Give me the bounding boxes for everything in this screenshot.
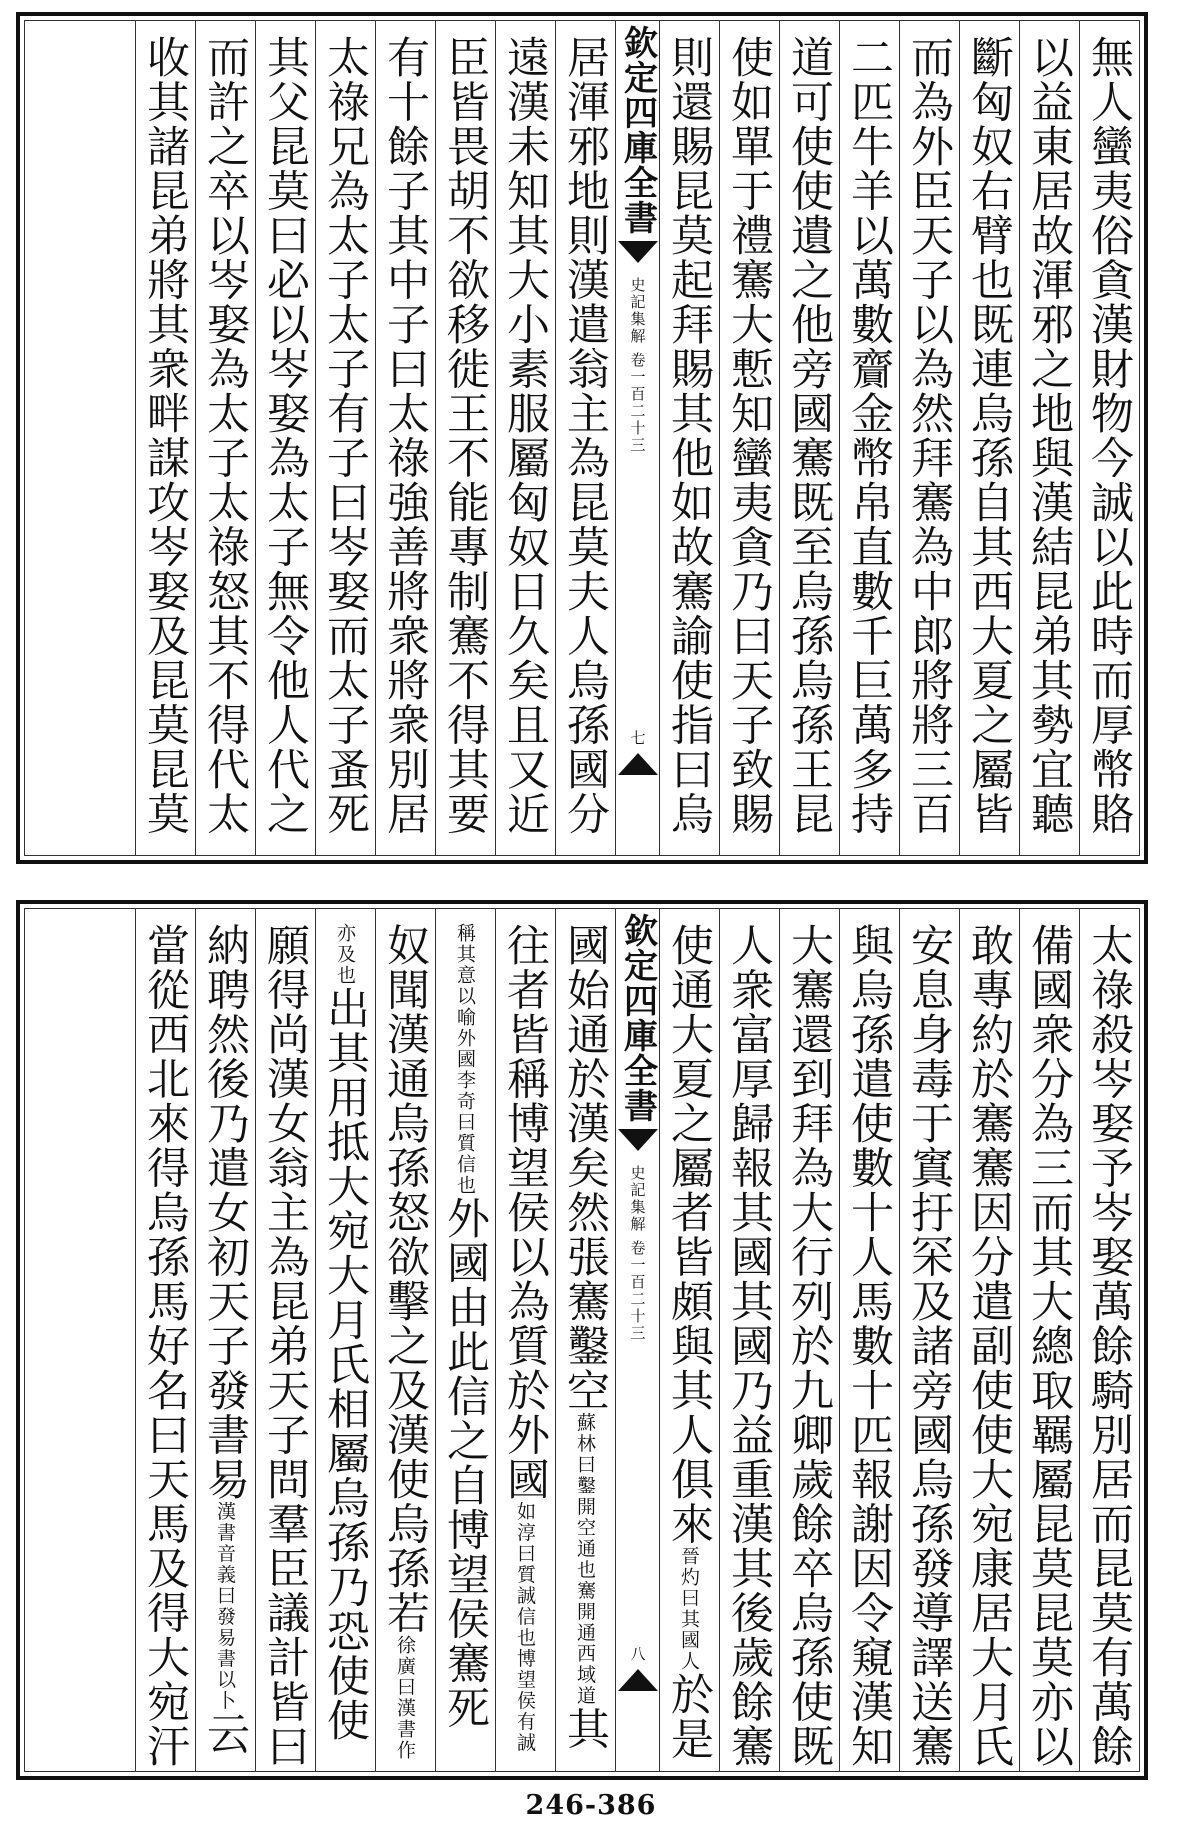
column-text: 安息身毒于窴扜罙及諸旁國烏孫發導譯送騫 bbox=[904, 923, 954, 1769]
fishtail-mark-icon bbox=[618, 241, 658, 263]
text-column bbox=[959, 21, 1019, 855]
column-text: 而為外臣天子以為然拜騫為中郎將將三百 bbox=[904, 35, 954, 836]
text-column bbox=[555, 21, 615, 855]
text-column bbox=[495, 21, 555, 855]
column-text: 遠漢未知其大小素服屬匈奴日久矣且又近 bbox=[500, 35, 550, 836]
text-column bbox=[719, 21, 779, 855]
center-fold-margin bbox=[615, 909, 659, 1771]
text-column bbox=[779, 909, 839, 1771]
text-column bbox=[255, 21, 315, 855]
text-column bbox=[255, 909, 315, 1771]
upper-page bbox=[16, 12, 1148, 864]
lower-fishtail-mark-icon bbox=[618, 1669, 658, 1691]
column-text: 則還賜昆莫起拜賜其他如故騫諭使指曰烏 bbox=[664, 35, 714, 836]
text-column bbox=[779, 21, 839, 855]
column-text-continued: 其 bbox=[560, 1706, 610, 1751]
text-column bbox=[839, 21, 899, 855]
commentary-note: 稱其意以喻外國李奇曰質信也 bbox=[454, 923, 476, 1196]
text-column bbox=[1079, 21, 1139, 855]
text-column bbox=[659, 909, 719, 1771]
column-text: 二匹牛羊以萬數齎金幣帛直數千巨萬多持 bbox=[844, 35, 894, 836]
text-column bbox=[435, 909, 495, 1771]
page-number: 246-386 bbox=[525, 1790, 657, 1821]
commentary-note: 漢書音義曰發易書以卜 bbox=[214, 1501, 236, 1712]
column-text-continued: 於是 bbox=[664, 1672, 714, 1761]
column-text: 當從西北來得烏孫馬好名曰天馬及得大宛汗 bbox=[140, 923, 190, 1769]
text-column bbox=[495, 909, 555, 1771]
collection-title: 欽定四庫全書 bbox=[617, 913, 658, 1123]
column-text: 與烏孫遣使數十人馬數十匹報謝因令窺漢知 bbox=[844, 923, 894, 1769]
text-column bbox=[135, 21, 195, 855]
column-text: 無人蠻夷俗貪漢財物今誠以此時而厚幣賂 bbox=[1084, 35, 1134, 836]
text-column bbox=[375, 909, 435, 1771]
commentary-note: 亦及也 bbox=[334, 923, 356, 986]
folio-number: 七 bbox=[628, 730, 647, 745]
column-text: 敢專約於騫騫因分遣副使使大宛康居大月氏 bbox=[964, 923, 1014, 1769]
text-column bbox=[135, 909, 195, 1771]
column-text: 居渾邪地則漢遣翁主為昆莫夫人烏孫國分 bbox=[560, 35, 610, 836]
text-column bbox=[719, 909, 779, 1771]
column-text: 臣皆畏胡不欲移徙王不能專制騫不得其要 bbox=[440, 35, 490, 836]
column-text-continued: 云 bbox=[200, 1711, 250, 1756]
center-fold-margin bbox=[615, 21, 659, 855]
commentary-note: 如淳曰質誠信也博望侯有誠 bbox=[514, 1501, 536, 1754]
text-column bbox=[435, 21, 495, 855]
column-text: 道可使使遺之他旁國騫既至烏孫烏孫王昆 bbox=[784, 35, 834, 836]
folio-number: 八 bbox=[628, 1646, 647, 1661]
column-text: 大騫還到拜為大行列於九卿歲餘卒烏孫使既 bbox=[784, 923, 834, 1769]
column-text: 國始通於漢矣然張騫鑿空 bbox=[560, 923, 610, 1413]
column-text: 使如單于禮騫大慙知蠻夷貪乃曰天子致賜 bbox=[724, 35, 774, 836]
book-title: 史記集解 卷一百二十三 bbox=[628, 277, 647, 454]
text-column bbox=[899, 21, 959, 855]
text-column bbox=[1019, 909, 1079, 1771]
lower-page-frame bbox=[24, 908, 1140, 1772]
collection-title: 欽定四庫全書 bbox=[617, 25, 658, 235]
text-column bbox=[1019, 21, 1079, 855]
column-text: 以益東居故渾邪之地與漢結昆弟其勢宜聽 bbox=[1024, 35, 1074, 836]
column-text: 往者皆稱博望侯以為質於外國 bbox=[500, 923, 550, 1502]
text-column bbox=[195, 909, 255, 1771]
commentary-note: 徐廣曰漢書作 bbox=[394, 1635, 416, 1761]
text-column bbox=[839, 909, 899, 1771]
commentary-note: 蘇林曰鑿開空通也騫開通西域道 bbox=[574, 1412, 596, 1707]
column-text: 斷匈奴右臂也既連烏孫自其西大夏之屬皆 bbox=[964, 35, 1014, 836]
text-column bbox=[315, 21, 375, 855]
column-text: 納聘然後乃遣女初天子發書易 bbox=[200, 923, 250, 1502]
column-text: 人衆富厚歸報其國其國乃益重漢其後歲餘騫 bbox=[724, 923, 774, 1769]
text-column bbox=[375, 21, 435, 855]
text-column bbox=[659, 21, 719, 855]
book-title: 史記集解 卷一百二十三 bbox=[628, 1165, 647, 1342]
fishtail-mark-icon bbox=[618, 1129, 658, 1151]
column-text: 其父昆莫曰必以岑娶為太子無令他人代之 bbox=[260, 35, 310, 836]
upper-page-frame bbox=[24, 20, 1140, 856]
commentary-note: 晉灼曰其國人 bbox=[678, 1546, 700, 1672]
column-text: 太祿殺岑娶予岑娶萬餘騎別居而昆莫有萬餘 bbox=[1084, 923, 1134, 1769]
text-column bbox=[195, 21, 255, 855]
column-text: 收其諸昆弟將其衆畔謀攻岑娶及昆莫昆莫 bbox=[140, 35, 190, 836]
lower-page bbox=[16, 900, 1148, 1780]
text-column bbox=[1079, 909, 1139, 1771]
text-column bbox=[959, 909, 1019, 1771]
column-text: 使通大夏之屬者皆頗與其人俱來 bbox=[664, 923, 714, 1546]
lower-fishtail-mark-icon bbox=[618, 753, 658, 775]
column-text: 而許之卒以岑娶為太子太祿怒其不得代太 bbox=[200, 35, 250, 836]
column-text: 太祿兄為太子太子有子曰岑娶而太子蚤死 bbox=[320, 35, 370, 836]
text-column bbox=[899, 909, 959, 1771]
column-text-continued: 外國由此信之自博望侯騫死 bbox=[440, 1196, 490, 1730]
column-text: 備國衆分為三而其大總取羈屬昆莫昆莫亦以 bbox=[1024, 923, 1074, 1769]
column-text: 有十餘子其中子曰太祿強善將衆將衆別居 bbox=[380, 35, 430, 836]
column-text: 願得尚漢女翁主為昆弟天子問羣臣議計皆曰 bbox=[260, 923, 310, 1769]
column-text: 奴聞漢通烏孫怒欲擊之及漢使烏孫若 bbox=[380, 923, 430, 1635]
lower-page-columns bbox=[135, 909, 1139, 1771]
text-column bbox=[315, 909, 375, 1771]
upper-page-columns bbox=[135, 21, 1139, 855]
text-column bbox=[555, 909, 615, 1771]
column-text-continued: 出其用抵大宛大月氏相屬烏孫乃恐使使 bbox=[320, 986, 370, 1743]
